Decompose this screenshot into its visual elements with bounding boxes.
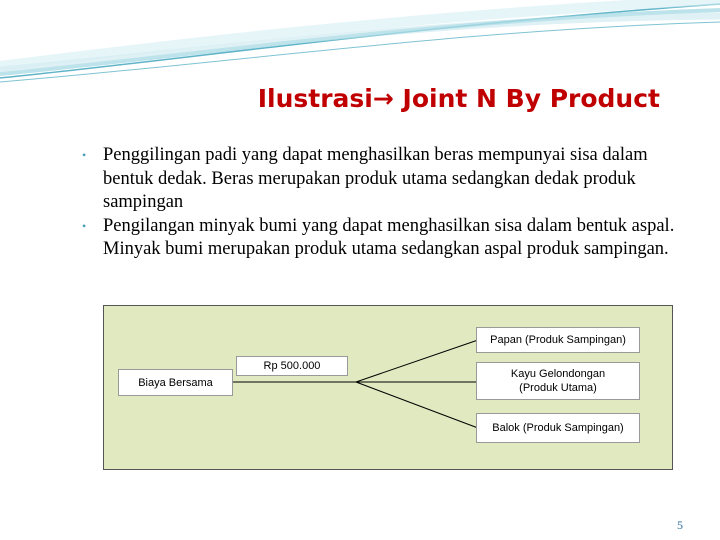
product-label-middle: Kayu Gelondongan (Produk Utama) <box>510 368 606 394</box>
joint-cost-label: Biaya Bersama <box>138 376 213 389</box>
product-label-bottom: Balok (Produk Sampingan) <box>492 422 624 434</box>
bullet-list <box>80 144 680 262</box>
bullet-text: Pengilangan minyak bumi yang dapat menghasilkan sisa dalam bentuk aspal. Minyak bumi merupakan produk utama sedangkan aspal produk sampingan. <box>103 215 675 259</box>
joint-cost-amount: Rp 500.000 <box>263 360 321 372</box>
bullet-icon: • <box>82 148 87 162</box>
product-box-bottom <box>476 413 640 443</box>
joint-cost-box <box>118 369 233 396</box>
slide-title: Ilustrasi→ Joint N By Product <box>257 84 660 113</box>
product-box-top <box>476 327 640 353</box>
page-number: 5 <box>677 518 683 532</box>
product-box-middle <box>476 362 640 400</box>
bullet-item <box>80 215 680 262</box>
joint-cost-amount-box <box>236 356 348 376</box>
bullet-icon: • <box>82 218 87 233</box>
bullet-item <box>80 144 680 215</box>
bullet-text: Penggilingan padi yang dapat menghasilkan beras mempunyai sisa dalam bentuk dedak. Beras merupakan produk utama sedangkan dedak produk sampingan <box>103 145 648 212</box>
product-label-top: Papan (Produk Sampingan) <box>490 334 626 346</box>
